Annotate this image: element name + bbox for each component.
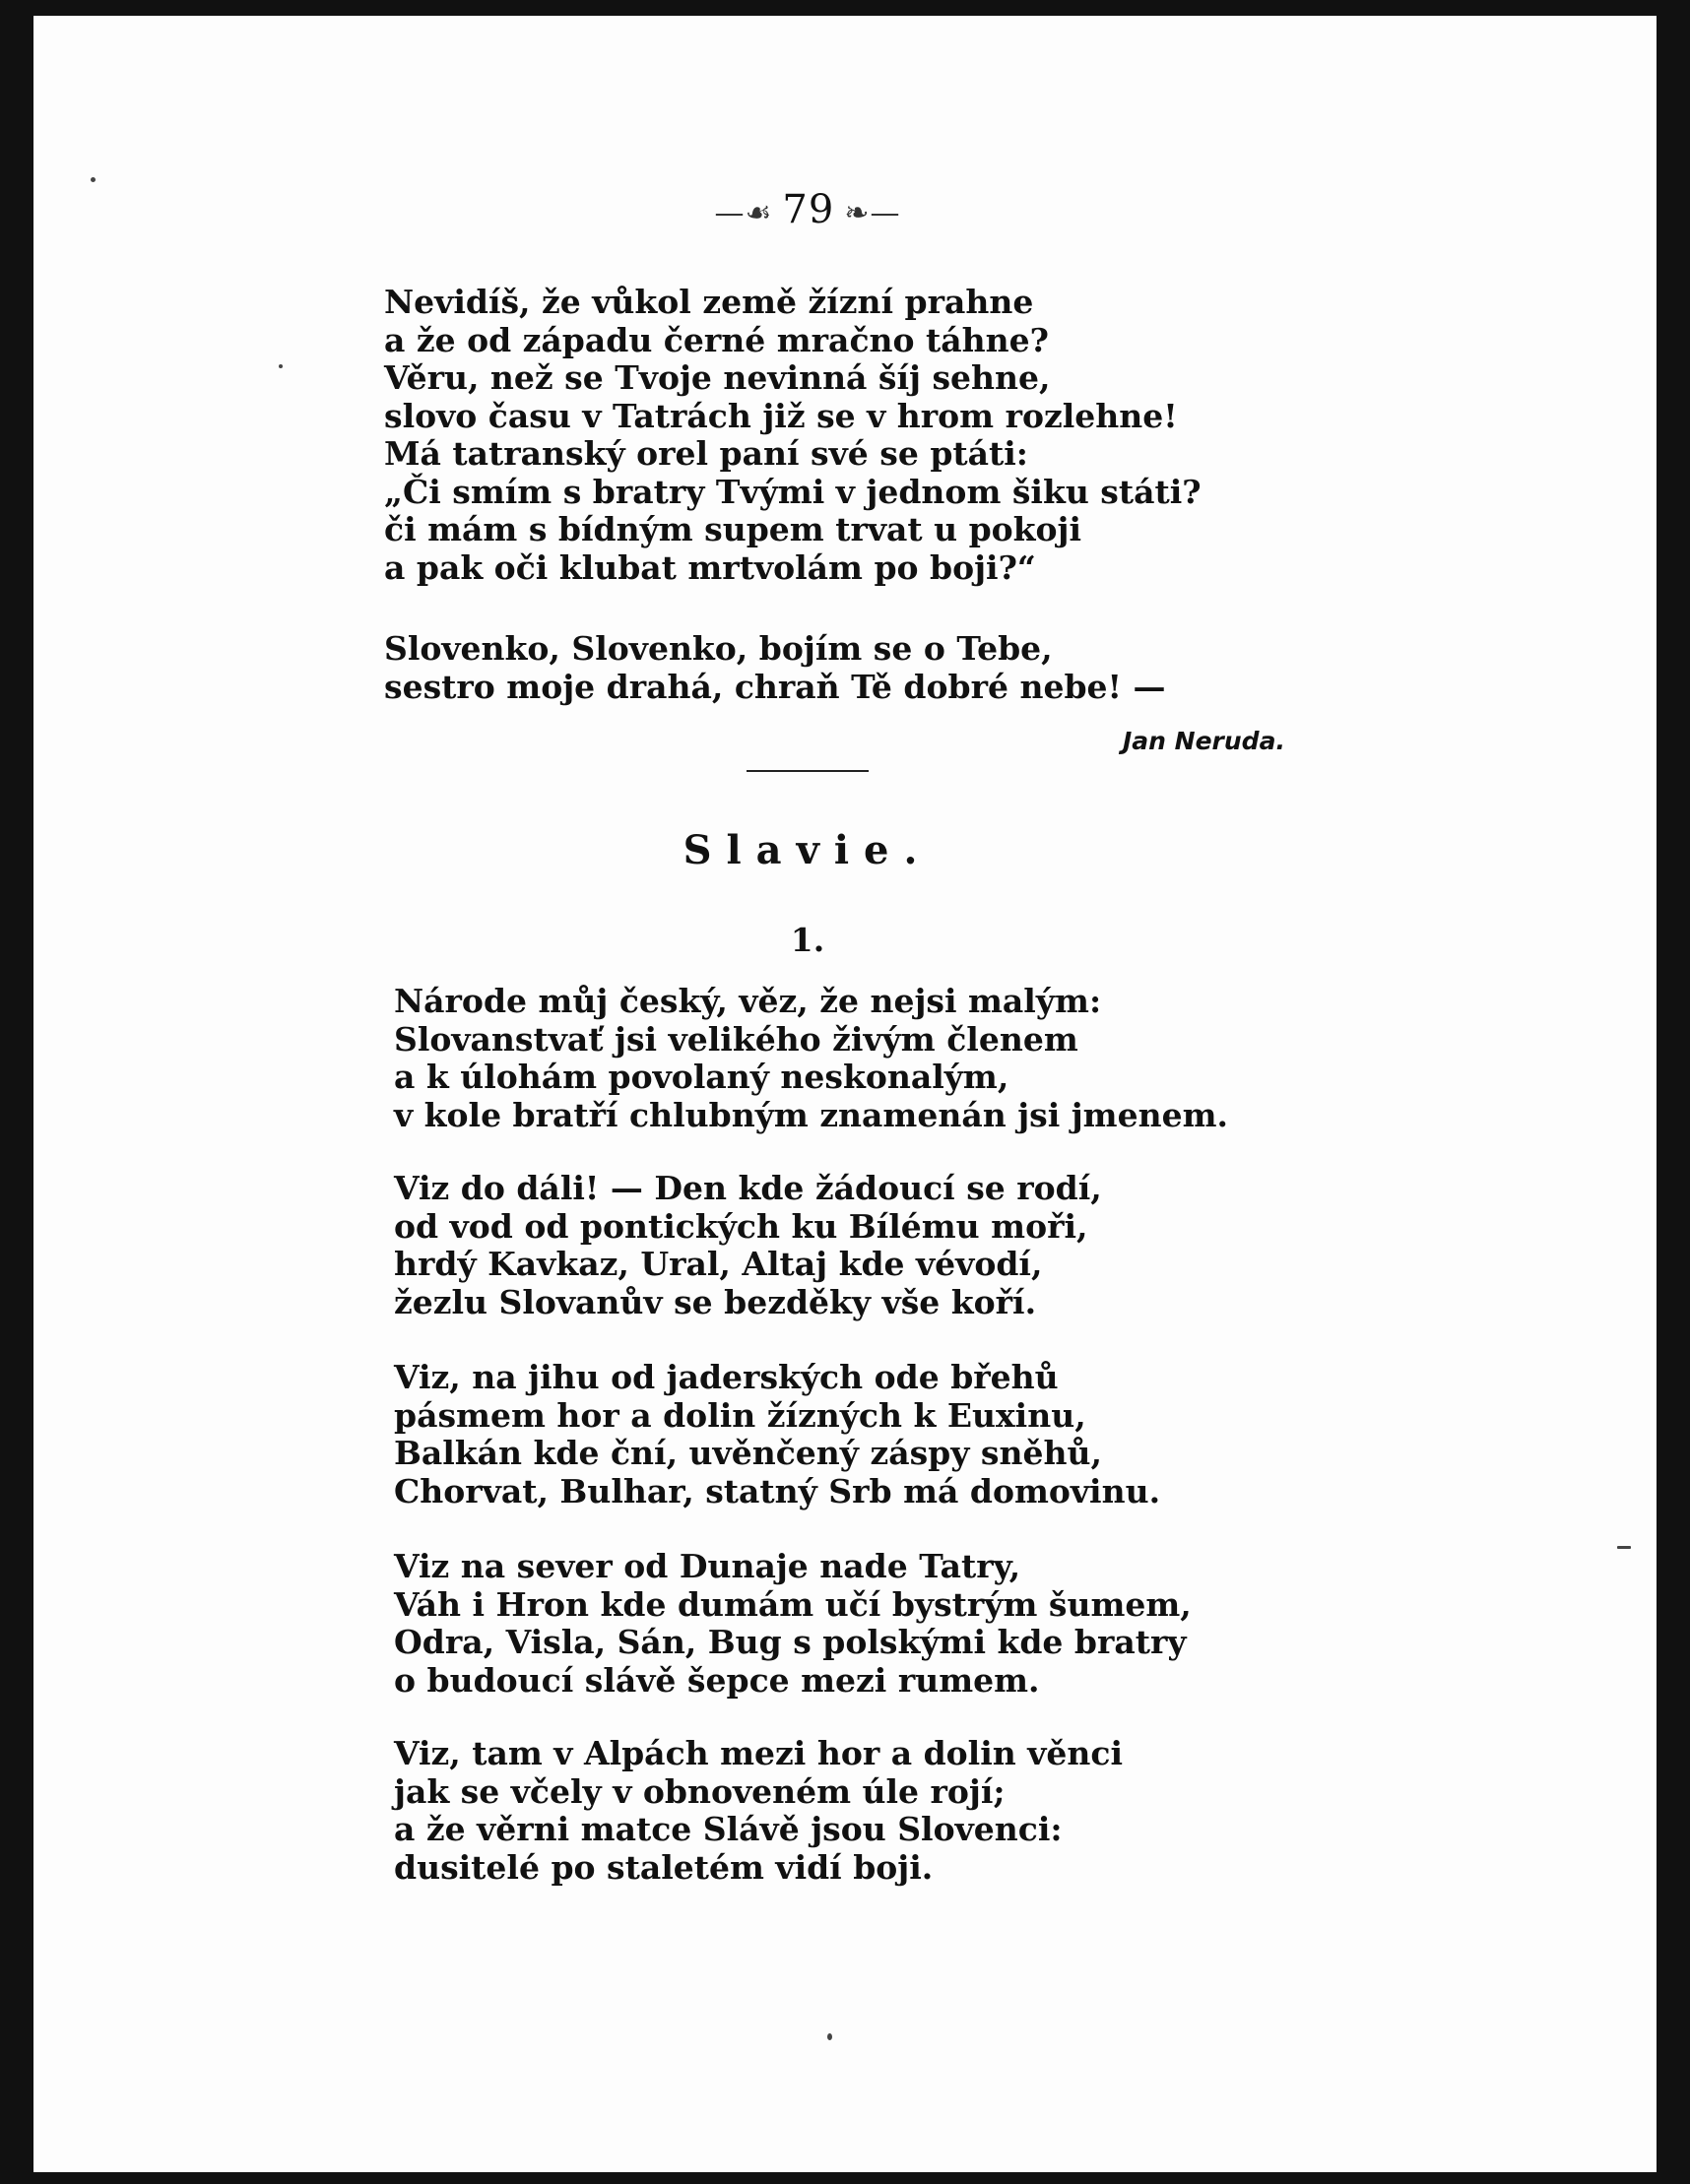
verse-line: Váh i Hron kde dumám učí bystrým šumem,: [394, 1584, 1192, 1624]
verse-line: Odra, Visla, Sán, Bug s polskými kde bratry: [394, 1623, 1187, 1661]
scan-border-left: [0, 0, 33, 2184]
poem2-stanza-3: [394, 1359, 1160, 1510]
scan-border-bottom: [0, 2172, 1690, 2184]
scan-border-right: [1657, 0, 1690, 2184]
scan-speck: [91, 177, 96, 182]
verse-line: Věru, než se Tvoje nevinná šíj sehne,: [384, 358, 1051, 397]
verse-line: žezlu Slovanův se bezděky vše koří.: [394, 1282, 1037, 1321]
verse-line: Balkán kde ční, uvěnčený záspy sněhů,: [394, 1434, 1102, 1472]
verse-line: Viz, tam v Alpách mezi hor a dolin věnci: [394, 1734, 1124, 1772]
poem1-stanza-2: [384, 630, 1165, 706]
verse-line: Má tatranský orel paní své se ptáti:: [384, 434, 1028, 473]
poem2-stanza-5: [394, 1735, 1123, 1887]
page-number: 79: [782, 187, 835, 232]
page-number-header: [680, 187, 936, 232]
poem2-stanza-1: [394, 983, 1228, 1134]
verse-line: od vod od pontických ku Bílému moři,: [394, 1206, 1088, 1246]
verse-line: jak se včely v obnoveném úle rojí;: [394, 1771, 1006, 1811]
verse-line: „Či smím s bratry Tvými v jednom šiku státi?: [384, 472, 1202, 511]
verse-line: a k úlohám povolaný neskonalým,: [394, 1058, 1009, 1096]
scan-border-top: [0, 0, 1690, 16]
verse-line: a pak oči klubat mrtvolám po boji?“: [384, 547, 1036, 587]
verse-line: hrdý Kavkaz, Ural, Altaj kde vévodí,: [394, 1245, 1043, 1283]
verse-line: slovo času v Tatrách již se v hrom rozlehne!: [384, 396, 1178, 435]
verse-line: sestro moje drahá, chraň Tě dobré nebe! —: [384, 667, 1166, 706]
scan-speck: [827, 2033, 832, 2040]
verse-line: Národe můj český, věz, že nejsi malým:: [394, 982, 1102, 1020]
author-signature: Jan Neruda.: [1123, 727, 1285, 755]
left-ornament-icon: —☙: [714, 196, 773, 230]
verse-line: Nevidíš, že vůkol země žízní prahne: [384, 283, 1034, 321]
scan-speck: [1617, 1546, 1631, 1549]
poem2-stanza-2: [394, 1170, 1102, 1321]
poem2-stanza-4: [394, 1548, 1192, 1700]
verse-line: v kole bratří chlubným znamenán jsi jmenem.: [394, 1095, 1228, 1134]
scan-speck: [279, 364, 283, 368]
section-number: 1.: [790, 921, 825, 959]
verse-line: Viz do dáli! — Den kde žádoucí se rodí,: [394, 1169, 1102, 1207]
verse-line: o budoucí slávě šepce mezi rumem.: [394, 1660, 1040, 1700]
verse-line: či mám s bídným supem trvat u pokoji: [384, 510, 1082, 548]
verse-line: Viz na sever od Dunaje nade Tatry,: [394, 1547, 1021, 1585]
verse-line: Slovenko, Slovenko, bojím se o Tebe,: [384, 629, 1053, 668]
section-divider: [747, 770, 869, 772]
verse-line: dusitelé po staletém vidí boji.: [394, 1847, 934, 1887]
verse-line: Slovanstvať jsi velikého živým členem: [394, 1019, 1078, 1059]
verse-line: a že věrni matce Slávě jsou Slovenci:: [394, 1810, 1063, 1848]
right-ornament-icon: ❧—: [844, 196, 901, 230]
poem1-stanza-1: [384, 284, 1202, 587]
poem-title: Slavie.: [682, 827, 933, 873]
verse-line: a že od západu černé mračno táhne?: [384, 320, 1049, 359]
verse-line: Viz, na jihu od jaderských ode břehů: [394, 1358, 1059, 1396]
verse-line: Chorvat, Bulhar, statný Srb má domovinu.: [394, 1471, 1161, 1510]
verse-line: pásmem hor a dolin žízných k Euxinu,: [394, 1395, 1086, 1435]
